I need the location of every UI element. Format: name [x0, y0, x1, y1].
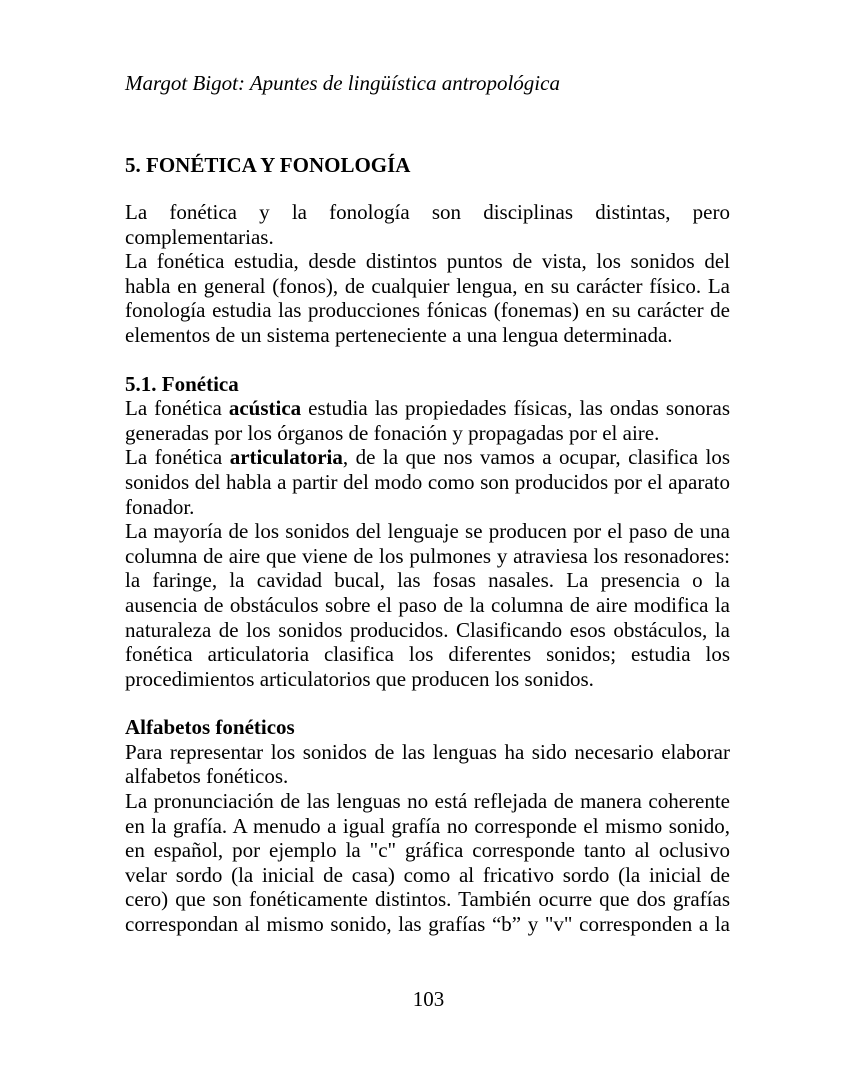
running-head: Margot Bigot: Apuntes de lingüística antropológica — [125, 71, 560, 95]
bold-term-articulatoria: articulatoria — [229, 445, 343, 470]
intro-paragraph-2: La fonética estudia, desde distintos puntos de vista, los sonidos del habla en general (fonos), de cualquier lengua, en su carácter físico. La fonología estudia las producciones fónicas (fonemas) en su carácter de elementos de un sistema perteneciente a una lengua determinada. — [125, 249, 730, 347]
section-title-alfabetos: Alfabetos fonéticos — [125, 715, 295, 740]
text-run: estudia las propiedades físicas, las ondas sonoras generadas por los órganos de fonación y propagadas por el aire. — [125, 396, 730, 445]
intro-paragraph-1: La fonética y la fonología son disciplinas distintas, pero complementarias. — [125, 200, 730, 249]
alfabetos-paragraph-2: La pronunciación de las lenguas no está reflejada de manera coherente en la grafía. A menudo a igual grafía no corresponde el mismo sonido, en español, por ejemplo la "c" gráfica corresponde tanto al oclusivo velar sordo (la inicial de casa) como al fricativo sordo (la inicial de cero) que son fonéticamente distintos. También ocurre que dos grafías correspondan al mismo sonido, las grafías “b” y "v" corresponden a la — [125, 789, 730, 937]
text-run: , de la que nos vamos a ocupar, clasifica los sonidos del habla a partir del modo como son producidos por el aparato fonador. — [125, 445, 731, 519]
bold-term-acustica: acústica — [228, 396, 302, 421]
fonetica-paragraph-2 — [125, 445, 730, 519]
text-run: La fonética — [125, 445, 230, 470]
intro-section — [125, 200, 730, 348]
fonetica-paragraph-3: La mayoría de los sonidos del lenguaje se producen por el paso de una columna de aire que viene de los pulmones y atraviesa los resonadores: la faringe, la cavidad bucal, las fosas nasales. La presencia o la ausencia de obstáculos sobre el paso de la columna de aire modifica la naturaleza de los sonidos producidos. Clasificando esos obstáculos, la fonética articulatoria clasifica los diferentes sonidos; estudia los procedimientos articulatorios que producen los sonidos. — [125, 519, 730, 691]
section-title-fonetica: 5.1. Fonética — [125, 371, 239, 396]
page-body — [125, 70, 730, 937]
fonetica-section — [125, 372, 730, 692]
alfabetos-paragraph-1: Para representar los sonidos de las lenguas ha sido necesario elaborar alfabetos fonéticos. — [125, 739, 730, 789]
alfabetos-section — [125, 715, 730, 936]
text-run: La fonética — [125, 396, 229, 421]
chapter-title: 5. FONÉTICA Y FONOLOGÍA — [125, 153, 411, 177]
fonetica-paragraph-1 — [125, 396, 730, 445]
page-number: 103 — [412, 987, 445, 1011]
